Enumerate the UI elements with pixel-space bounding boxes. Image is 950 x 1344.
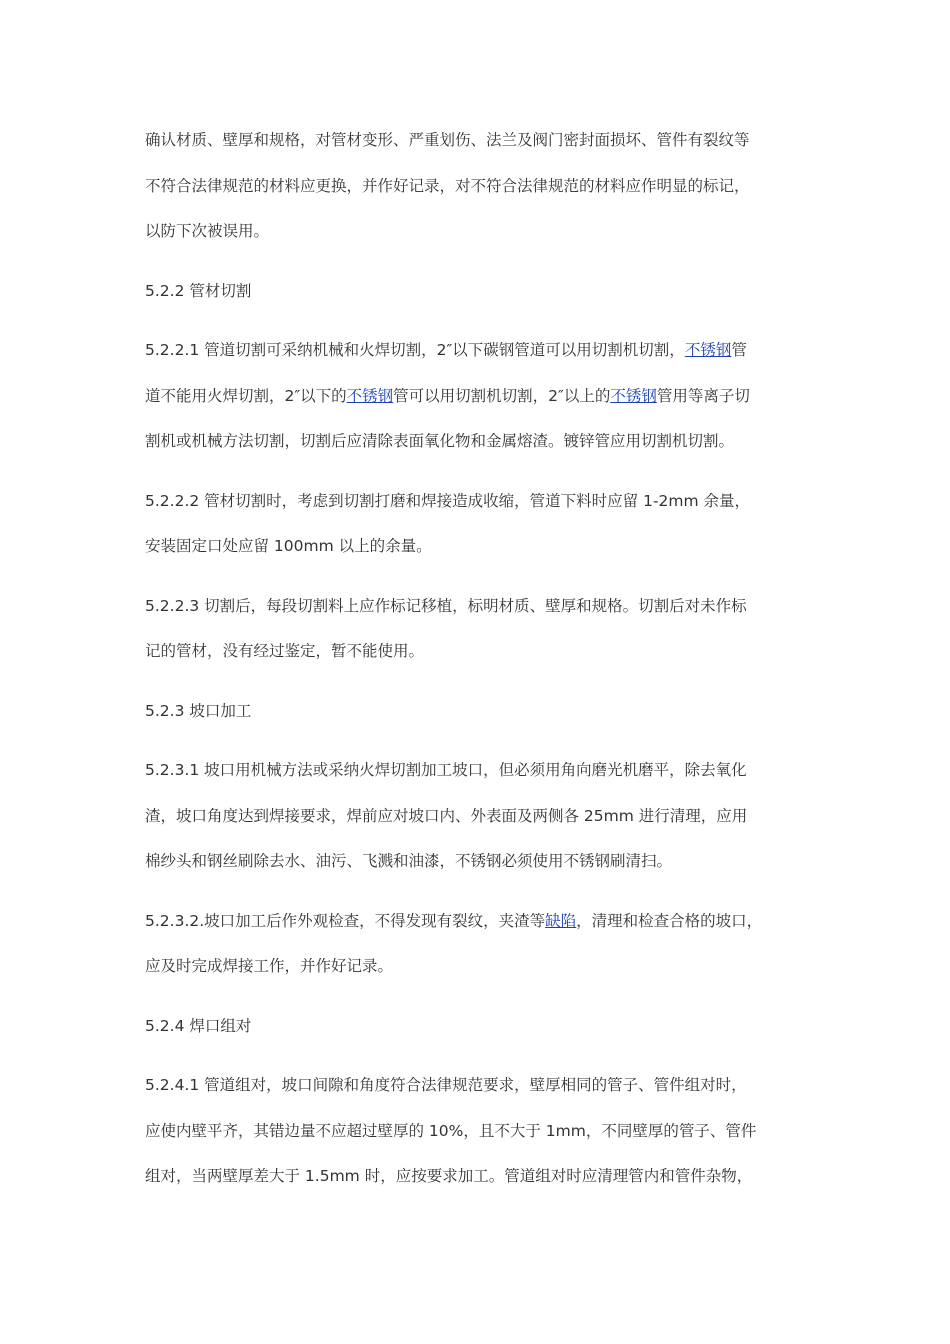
text-line: [145, 374, 810, 420]
section-heading-5-2-4: 5.2.4 焊口组对: [145, 1016, 252, 1035]
text-line: [145, 899, 810, 945]
paragraph-material-check: [145, 118, 810, 255]
text-line: 棉纱头和钢丝刷除去水、油污、飞溅和油漆，不锈钢必须使用不锈钢刷清扫。: [145, 852, 673, 870]
text-segment: 管可以用切割机切割，2″以上的: [393, 386, 611, 405]
paragraph-5-2-2-3: [145, 584, 810, 675]
text-line: 记的管材，没有经过鉴定，暂不能使用。: [145, 642, 425, 660]
paragraph-5-2-2-2: [145, 479, 810, 570]
text-line: 5.2.4.1 管道组对，坡口间隙和角度符合法律规范要求，壁厚相同的管子、管件组对时，: [145, 1076, 747, 1094]
text-segment: 5.2.3.2.坡口加工后作外观检查，不得发现有裂纹，夹渣等: [145, 911, 546, 930]
text-segment: 道不能用火焊切割，2″以下的: [145, 386, 347, 405]
stainless-steel-link[interactable]: 不锈钢: [346, 386, 394, 405]
defect-link[interactable]: 缺陷: [545, 911, 577, 930]
text-line: 安装固定口处应留 100mm 以上的余量。: [145, 537, 432, 555]
text-segment: 管: [731, 341, 747, 359]
paragraph-5-2-3-1: [145, 748, 810, 885]
text-line: 渣，坡口角度达到焊接要求，焊前应对坡口内、外表面及两侧各 25mm 进行清理，应用: [145, 806, 748, 825]
section-heading-5-2-3: 5.2.3 坡口加工: [145, 701, 252, 720]
text-line: 应使内壁平齐，其错边量不应超过壁厚的 10%，且不大于 1mm，不同壁厚的管子、管件: [145, 1121, 757, 1140]
text-line: 5.2.3.1 坡口用机械方法或采纳火焊切割加工坡口，但必须用角向磨光机磨平，除去氧化: [145, 761, 747, 779]
text-line: 不符合法律规范的材料应更换，并作好记录，对不符合法律规范的材料应作明显的标记，: [145, 176, 750, 195]
stainless-steel-link[interactable]: 不锈钢: [610, 386, 657, 405]
text-segment: 5.2.2.1 管道切割可采纳机械和火焊切割，2″以下碳钢管道可以用切割机切割，: [145, 341, 685, 359]
text-line: 5.2.2.3 切割后，每段切割料上应作标记移植，标明材质、壁厚和规格。切割后对未作标: [145, 596, 747, 615]
paragraph-5-2-3-2: [145, 899, 810, 990]
paragraph-5-2-4-1: [145, 1063, 810, 1200]
document-page: [145, 118, 810, 1214]
text-line: 5.2.2.2 管材切割时，考虑到切割打磨和焊接造成收缩，管道下料时应留 1-2mm 余量，: [145, 491, 751, 510]
text-segment: 管用等离子切: [656, 386, 750, 405]
text-line: 以防下次被误用。: [145, 222, 270, 240]
text-line: [145, 328, 810, 374]
paragraph-5-2-2-1: [145, 328, 810, 465]
text-segment: ，清理和检查合格的坡口，: [576, 911, 763, 930]
section-heading-5-2-2: 5.2.2 管材切割: [145, 281, 252, 300]
text-line: 组对，当两壁厚差大于 1.5mm 时，应按要求加工。管道组对时应清理管内和管件杂物，: [145, 1167, 753, 1185]
text-line: 割机或机械方法切割，切割后应清除表面氧化物和金属熔渣。镀锌管应用切割机切割。: [145, 432, 735, 450]
text-line: 应及时完成焊接工作，并作好记录。: [145, 957, 394, 975]
stainless-steel-link[interactable]: 不锈钢: [684, 341, 732, 359]
text-line: 确认材质、壁厚和规格，对管材变形、严重划伤、法兰及阀门密封面损坏、管件有裂纹等: [145, 131, 750, 149]
